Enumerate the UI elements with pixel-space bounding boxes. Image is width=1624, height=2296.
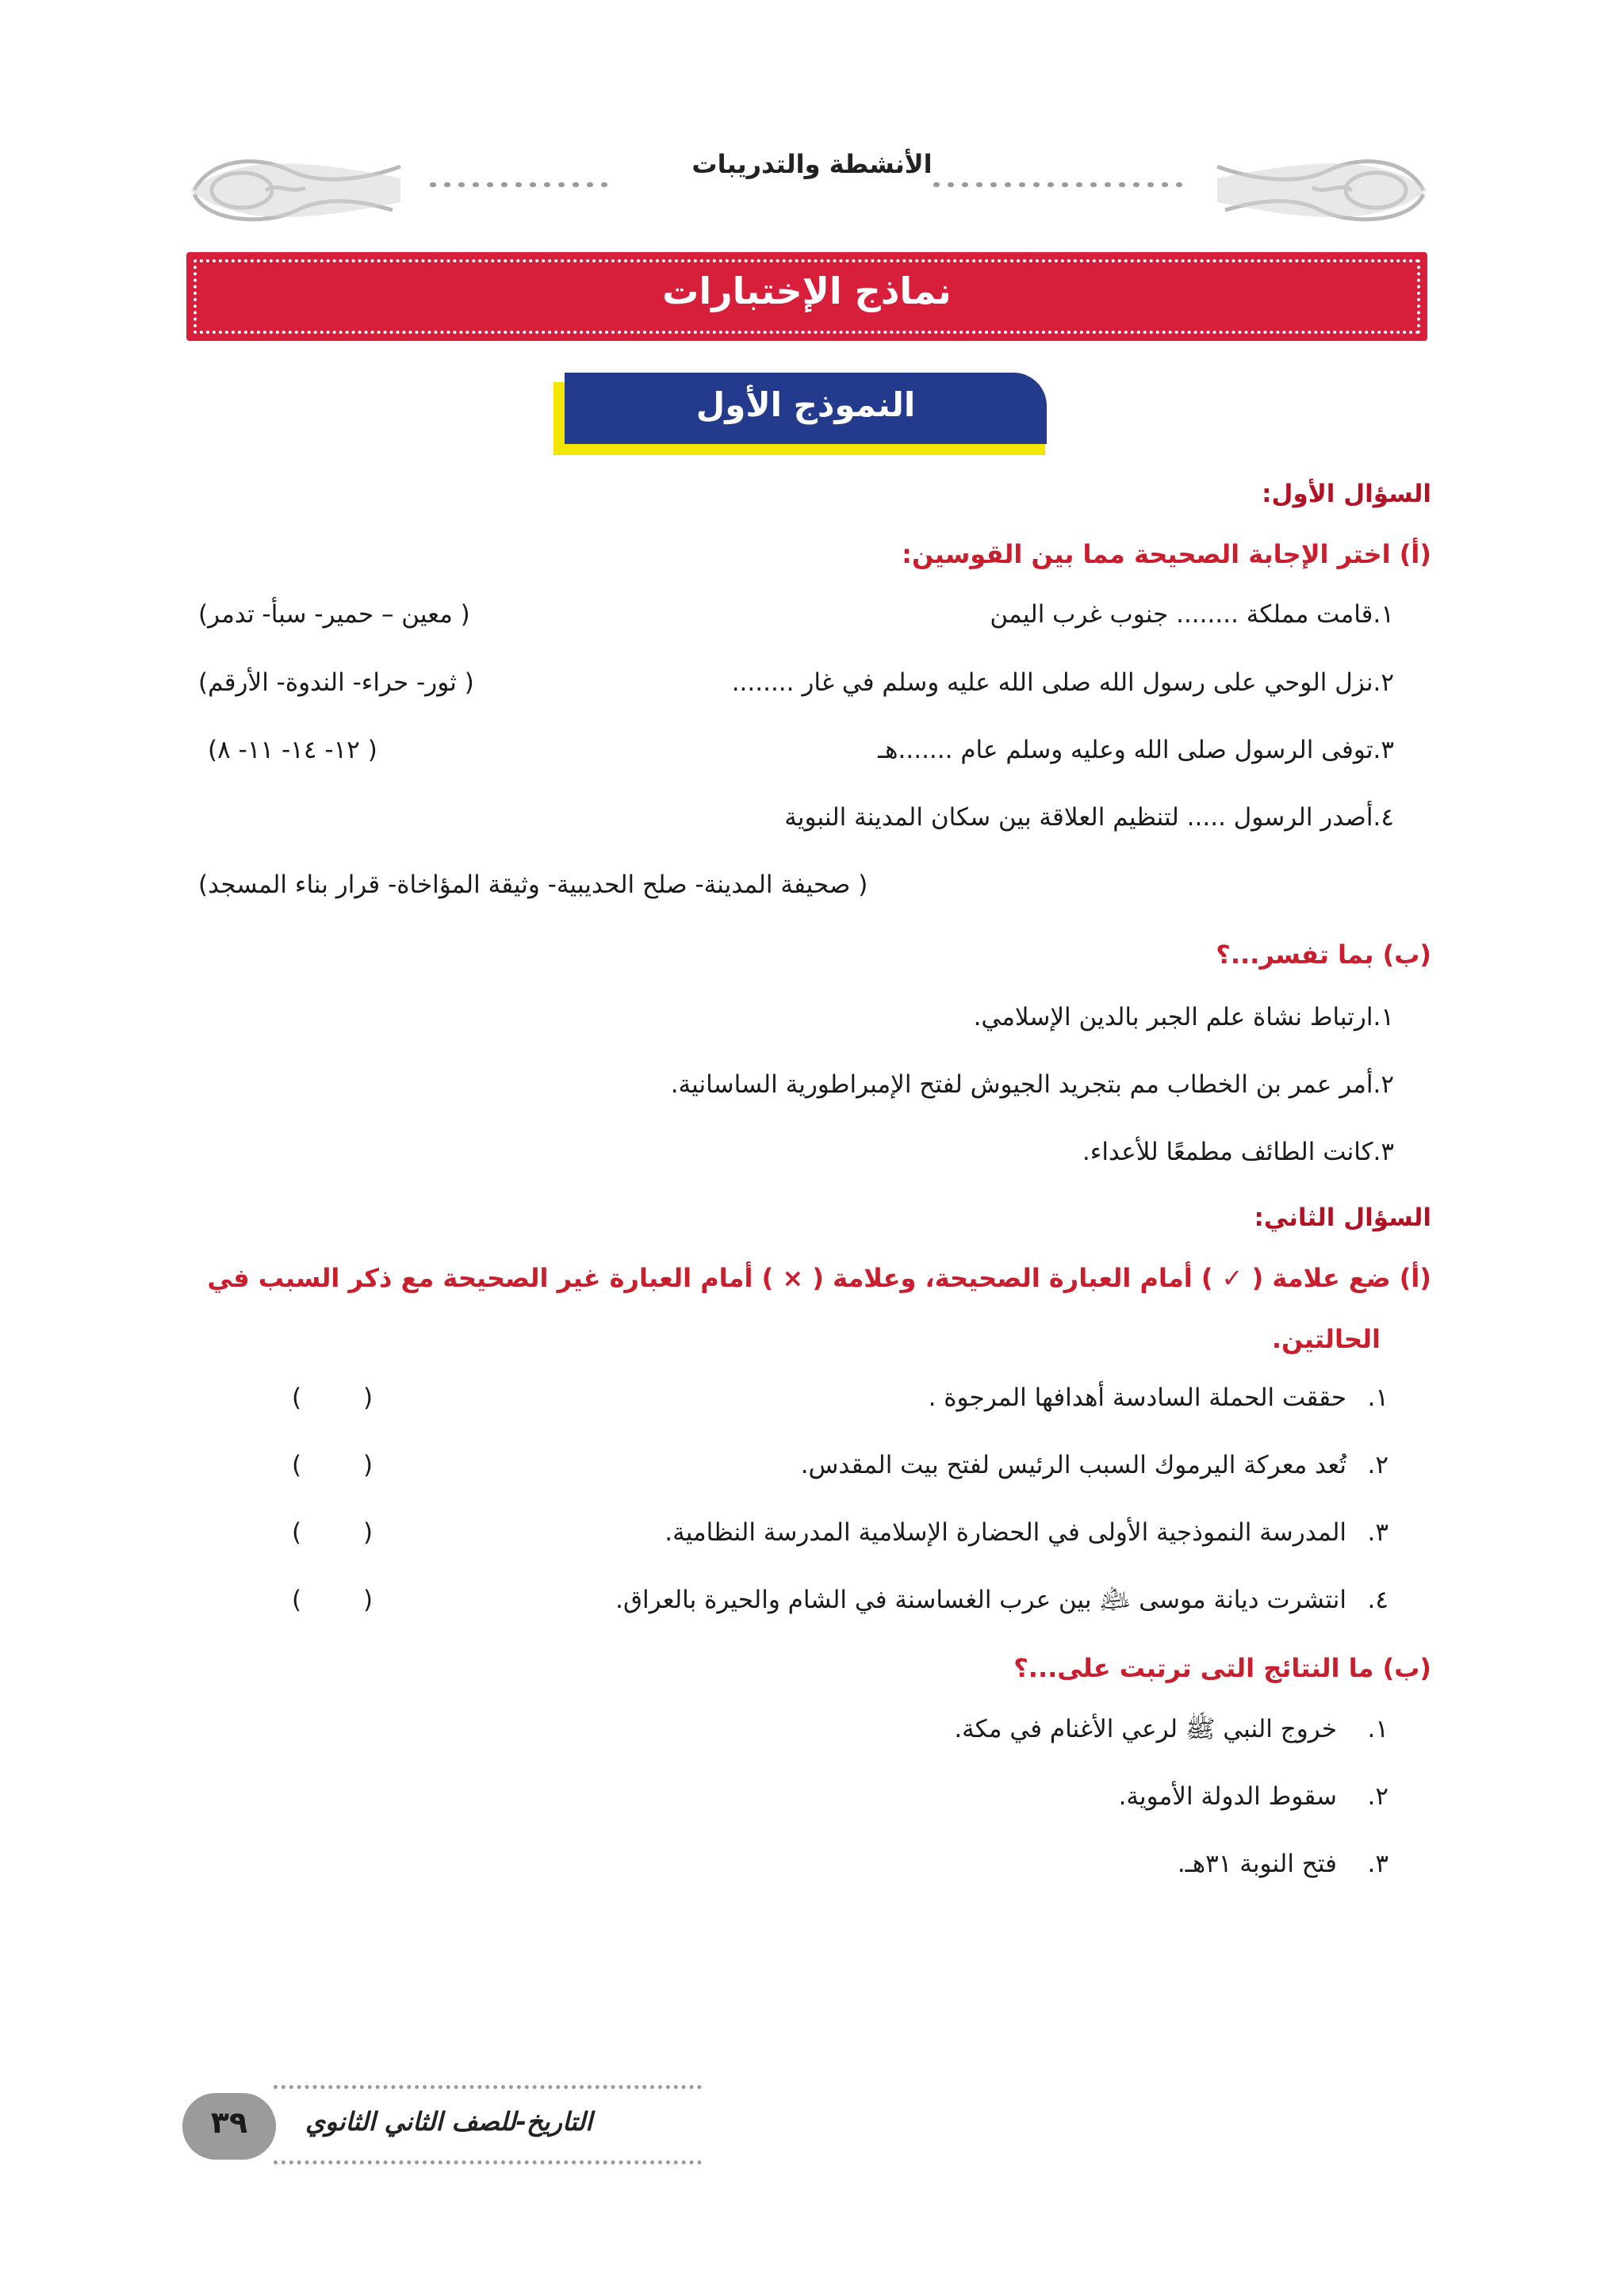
q1a-item-3-choices: ( ١٢- ١٤- ١١- ٨): [208, 736, 377, 764]
q2b-item-1-number: ١.: [1367, 1715, 1388, 1743]
q1a-item-1-choices: ( معين – حمير- سبأ- تدمر): [198, 600, 470, 629]
banner-title: نماذج الإختبارات: [662, 270, 952, 312]
q1a-item-4: ٤.أصدر الرسول ..... لتنظيم العلاقة بين سكان المدينة النبوية: [784, 803, 1394, 832]
q2b-item-2: سقوط الدولة الأموية.: [1118, 1782, 1337, 1811]
q2b-item-3-number: ٣.: [1367, 1850, 1388, 1878]
section-title: الأنشطة والتدريبات: [691, 149, 933, 179]
q2b-item-1: خروج النبي ﷺ لرعي الأغنام في مكة.: [954, 1715, 1337, 1743]
q2a-item-1-number: ١.: [1367, 1383, 1388, 1412]
q2a-item-1: حققت الحملة السادسة أهدافها المرجوة .: [928, 1383, 1346, 1412]
q2a-item-4: انتشرت ديانة موسى ﵇ بين عرب الغساسنة في الشام والحيرة بالعراق.: [615, 1586, 1346, 1614]
q2a-item-2-number: ٢.: [1367, 1451, 1388, 1479]
q1a-item-2-choices: ( ثور- حراء- الندوة- الأرقم): [198, 668, 474, 697]
q1a-item-1: ١.قامت مملكة ........ جنوب غرب اليمن: [990, 600, 1394, 629]
question-1-heading: السؤال الأول:: [1262, 480, 1431, 508]
book-title: التاريخ-للصف الثاني الثانوي: [305, 2107, 592, 2137]
q2a-item-4-number: ٤.: [1367, 1586, 1388, 1614]
question-2a-heading-line1: (أ) ضع علامة ( ✓ ) أمام العبارة الصحيحة، وعلامة ( × ) أمام العبارة غير الصحيحة مع ذكر السبب في: [207, 1263, 1431, 1293]
q2a-item-3: المدرسة النموذجية الأولى في الحضارة الإسلامية المدرسة النظامية.: [665, 1518, 1346, 1547]
page-number: ٣٩: [210, 2105, 248, 2140]
question-2a-heading-line2: الحالتين.: [1271, 1324, 1381, 1354]
question-1a-heading: (أ) اختر الإجابة الصحيحة مما بين القوسين:: [902, 539, 1431, 569]
model-tab: [565, 373, 1047, 444]
q2a-item-1-answer-box: ( ): [292, 1383, 400, 1412]
q1a-item-3: ٣.توفى الرسول صلى الله وعليه وسلم عام .......هـ: [878, 736, 1394, 764]
q2a-item-3-answer-box: ( ): [292, 1518, 400, 1547]
q1b-item-2: ٢.أمر عمر بن الخطاب مم بتجريد الجيوش لفتح الإمبراطورية الساسانية.: [670, 1070, 1394, 1099]
q1a-item-4-choices: ( صحيفة المدينة- صلح الحديبية- وثيقة المؤاخاة- قرار بناء المسجد): [198, 871, 868, 899]
q2b-item-2-number: ٢.: [1367, 1782, 1388, 1811]
q1b-item-1: ١.ارتباط نشاة علم الجبر بالدين الإسلامي.: [973, 1003, 1394, 1031]
footer-dotted-line-bottom: [274, 2160, 702, 2164]
q2a-item-2: تُعد معركة اليرموك السبب الرئيس لفتح بيت المقدس.: [800, 1451, 1346, 1479]
question-2b-heading: (ب) ما النتائج التى ترتبت على...؟: [1013, 1653, 1431, 1683]
model-tab-title: النموذج الأول: [695, 385, 916, 424]
q2a-item-3-number: ٣.: [1367, 1518, 1388, 1547]
exam-models-banner: [186, 252, 1427, 341]
footer-dotted-line-top: [274, 2085, 702, 2089]
question-2-heading: السؤال الثاني:: [1254, 1203, 1431, 1232]
q2a-item-2-answer-box: ( ): [292, 1451, 400, 1479]
q1b-item-3: ٣.كانت الطائف مطمعًا للأعداء.: [1082, 1138, 1394, 1166]
q1a-item-2: ٢.نزل الوحي على رسول الله صلى الله عليه وسلم في غار ........: [731, 668, 1394, 697]
q2a-item-4-answer-box: ( ): [292, 1586, 400, 1614]
question-1b-heading: (ب) بما تفسر...؟: [1216, 939, 1431, 970]
q2b-item-3: فتح النوبة ٣١هـ.: [1177, 1850, 1337, 1878]
